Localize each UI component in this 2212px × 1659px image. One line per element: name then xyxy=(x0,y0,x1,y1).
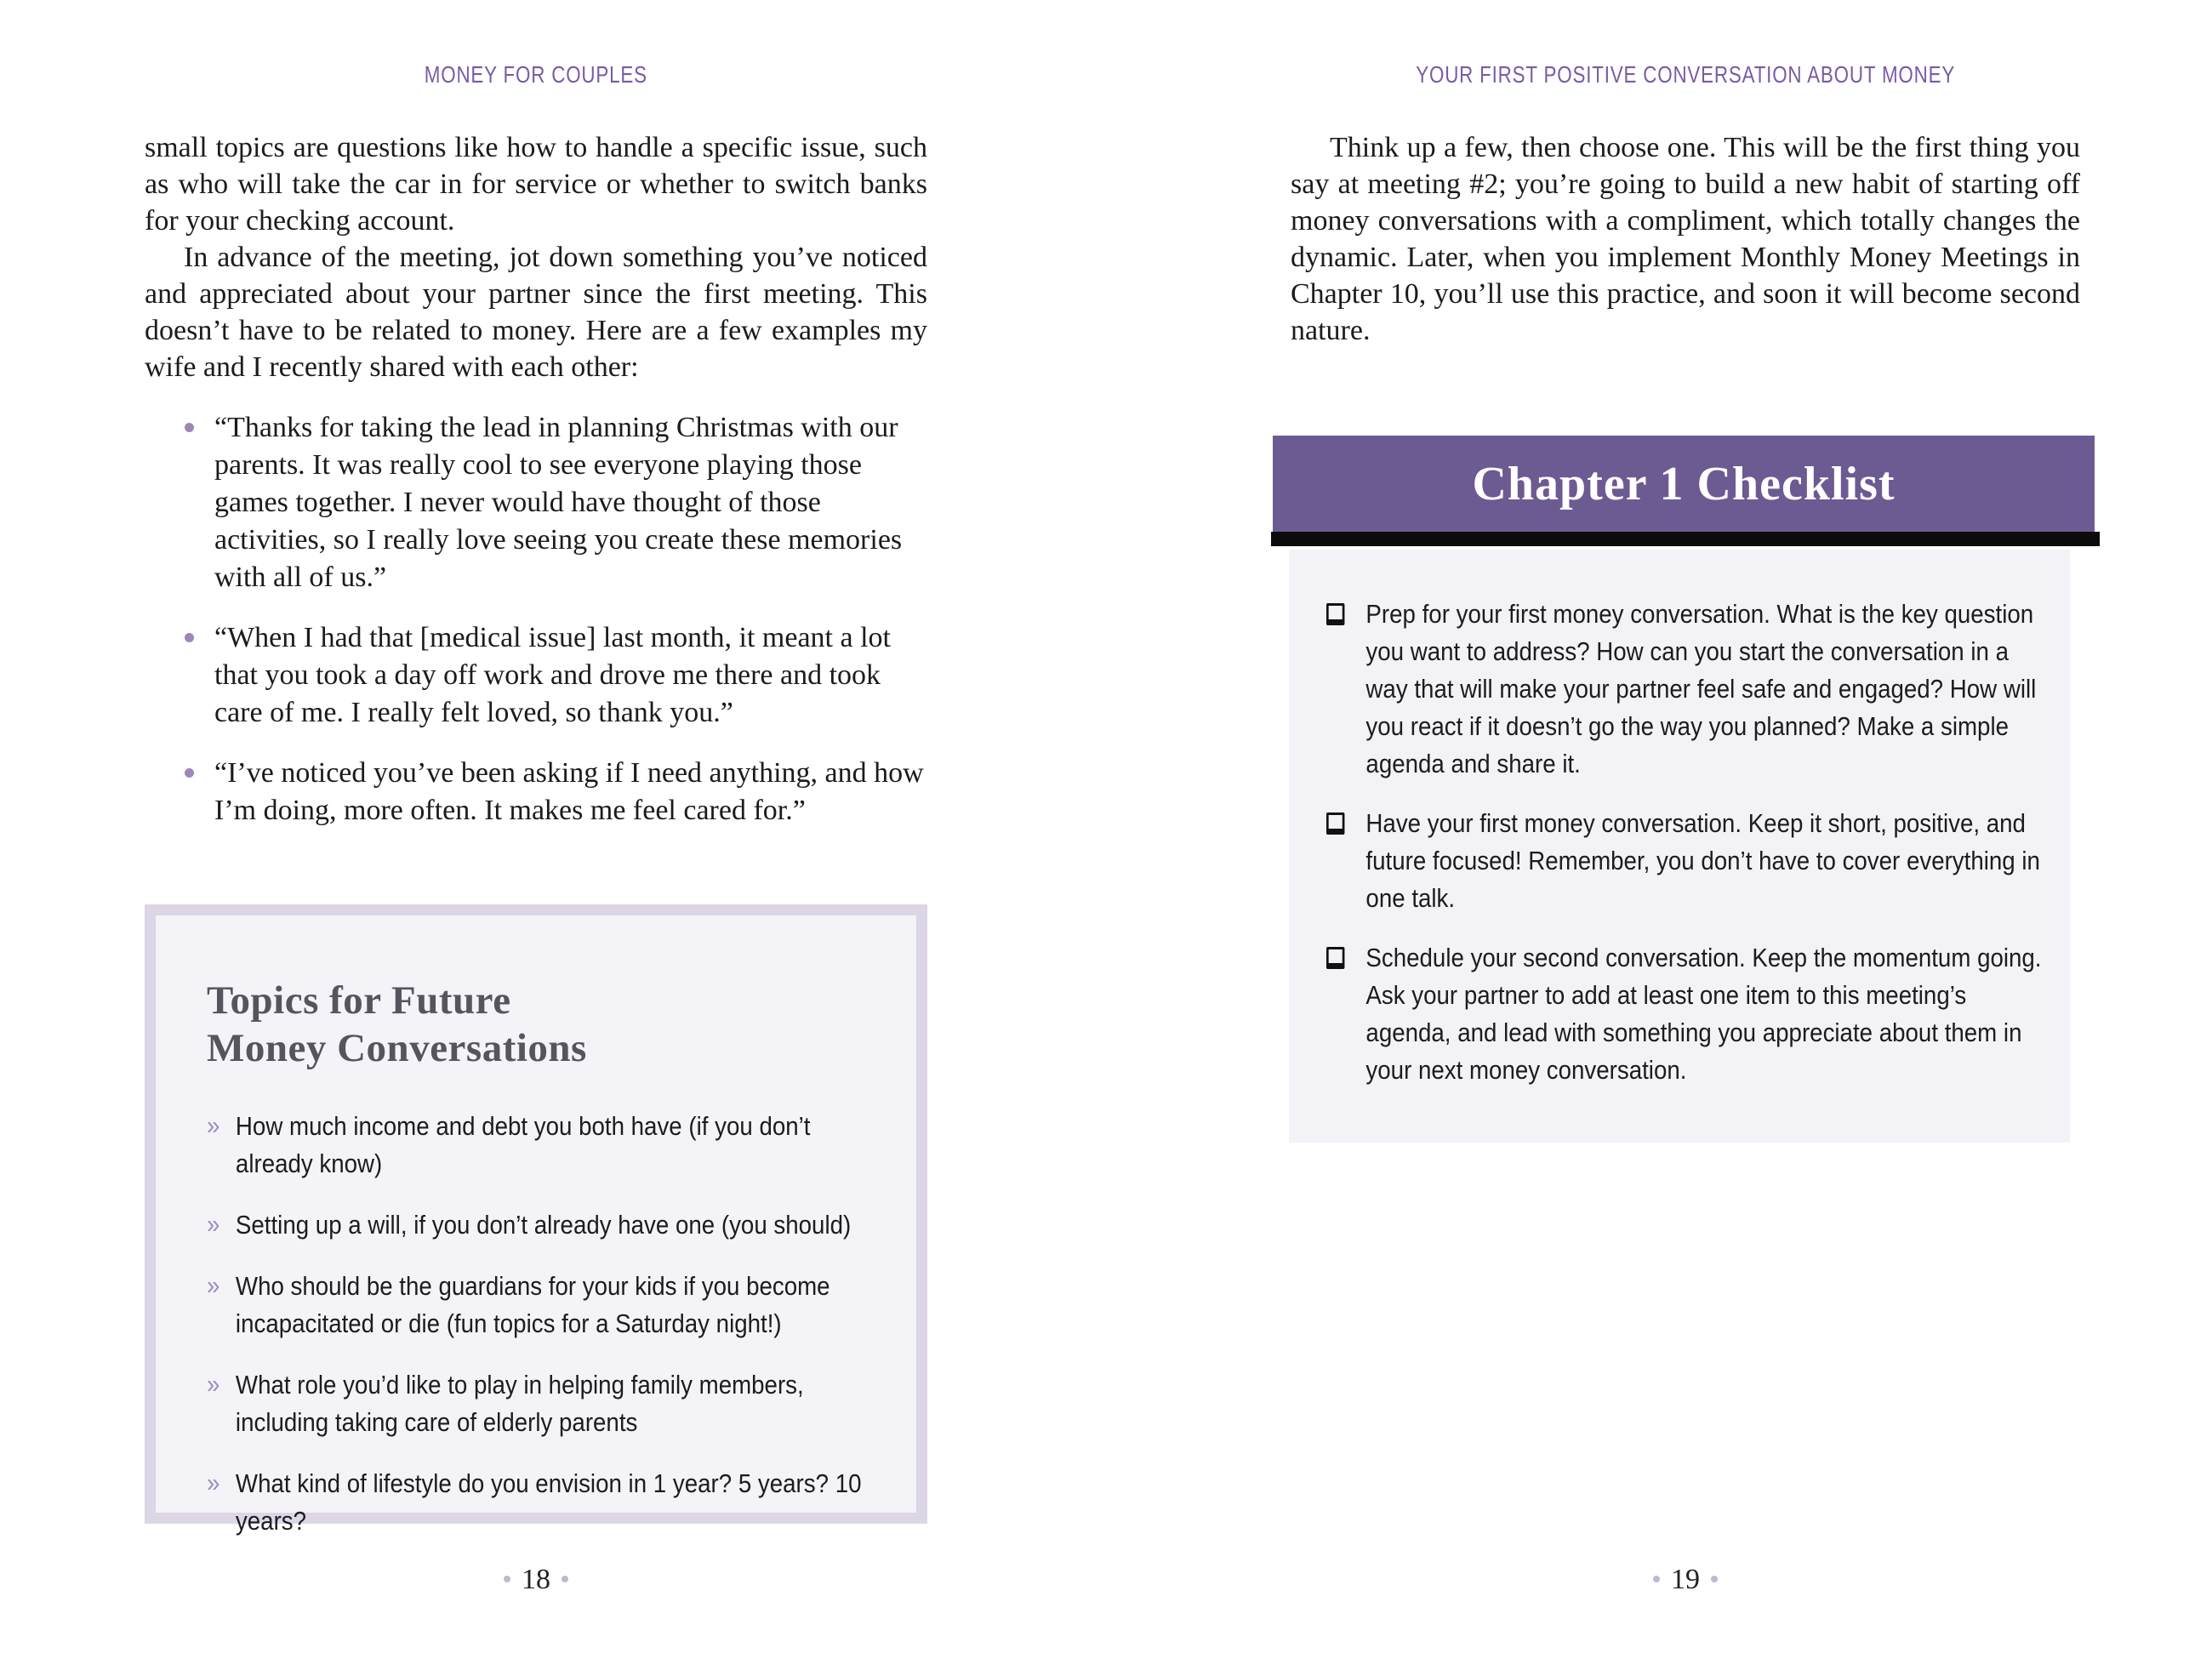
topics-for-future-box xyxy=(145,904,927,1536)
paragraph: Think up a few, then choose one. This will be the first thing you say at meeting #2; you’re going to build a new habit of starting off money conversations with a compliment, which totally changes the dynamic. Later, when you implement Monthly Money Meetings in Chapter 10, you’ll use this practice, and soon it will become second nature. xyxy=(1291,132,2080,346)
topics-box-title-line1: Topics for Future xyxy=(207,978,511,1023)
checklist-text: Prep for your first money conversation. What is the key question you want to address? How can you start the conversation in a way that will make your partner feel safe and engaged? How will you react if it doesn’t go the way you planned? Make a simple agenda and share it. xyxy=(1365,599,2037,778)
running-head-left xyxy=(145,61,927,88)
appreciation-bullet-list xyxy=(145,409,927,830)
banner-background xyxy=(1273,436,2095,532)
bullet-icon xyxy=(185,633,194,642)
checklist-text: Have your first money conversation. Keep it short, positive, and future focused! Remember, you don’t have to cover everything in one talk. xyxy=(1365,808,2040,913)
topics-list xyxy=(207,1108,882,1540)
page-number-text: 18 xyxy=(522,1564,550,1595)
checkbox-icon xyxy=(1326,812,1344,835)
paragraph: small topics are questions like how to handle a specific issue, such as who will take the car in for service or whether to switch banks for your checking account. xyxy=(145,132,927,237)
list-item xyxy=(207,1366,882,1441)
bullet-text: “Thanks for taking the lead in planning Christmas with our parents. It was really cool to see everyone playing those games together. I never would have thought of those activities, so I really love seeing you create these memories with all of us.” xyxy=(214,412,903,593)
page-number-dot-icon xyxy=(1653,1576,1660,1582)
banner-shadow-bar xyxy=(1271,532,2100,546)
chevron-right-icon: » xyxy=(207,1209,220,1239)
running-head-right xyxy=(1291,61,2080,88)
page-number-dot-icon xyxy=(562,1576,568,1582)
chapter-checklist-banner xyxy=(1273,436,2095,546)
topic-text: What kind of lifestyle do you envision in 1 year? 5 years? 10 years? xyxy=(235,1468,862,1536)
chevron-right-icon: » xyxy=(207,1369,220,1399)
list-item xyxy=(207,1465,882,1540)
list-item xyxy=(145,755,927,830)
checklist-box xyxy=(1289,550,2070,1143)
page-number-dot-icon xyxy=(1711,1576,1718,1582)
bullet-icon xyxy=(185,768,194,778)
bullet-text: “I’ve noticed you’ve been asking if I need anything, and how I’m doing, more often. It makes me feel cared for.” xyxy=(214,757,924,826)
topic-text: What role you’d like to play in helping family members, including taking care of elderly parents xyxy=(235,1370,804,1437)
list-item xyxy=(207,1206,882,1244)
bullet-text: “When I had that [medical issue] last month, it meant a lot that you took a day off work and drove me there and took care of me. I really felt loved, so thank you.” xyxy=(214,622,891,728)
checklist-text: Schedule your second conversation. Keep the momentum going. Ask your partner to add at least one item to this meeting’s agenda, and lead with something you appreciate about them in your next money conversation. xyxy=(1365,943,2042,1085)
list-item xyxy=(1326,805,2044,917)
topic-text: Who should be the guardians for your kids if you become incapacitated or die (fun topics for a Saturday night!) xyxy=(235,1271,830,1338)
list-item xyxy=(1326,596,2044,783)
chevron-right-icon: » xyxy=(207,1110,220,1140)
checklist xyxy=(1326,596,2044,1089)
topic-text: Setting up a will, if you don’t already have one (you should) xyxy=(235,1210,852,1240)
list-item xyxy=(145,619,927,732)
list-item xyxy=(207,1268,882,1343)
checkbox-icon xyxy=(1326,947,1344,969)
list-item xyxy=(207,1108,882,1183)
topic-text: How much income and debt you both have (if you don’t already know) xyxy=(235,1111,811,1178)
page-number-right xyxy=(1291,1564,2080,1596)
bullet-icon xyxy=(185,423,194,432)
chevron-right-icon: » xyxy=(207,1468,220,1497)
page-number-left xyxy=(145,1564,927,1596)
running-head-left-text: MONEY FOR COUPLES xyxy=(424,61,648,88)
list-item xyxy=(145,409,927,596)
page-number-dot-icon xyxy=(504,1576,510,1582)
checkbox-icon xyxy=(1326,603,1344,625)
paragraph: In advance of the meeting, jot down something you’ve noticed and appreciated about your partner since the first meeting. This doesn’t have to be related to money. Here are a few examples my wife and I recently shared with each other: xyxy=(145,242,927,383)
running-head-right-text: YOUR FIRST POSITIVE CONVERSATION ABOUT MONEY xyxy=(1416,61,1955,88)
chevron-right-icon: » xyxy=(207,1270,220,1300)
topics-box-title xyxy=(207,977,882,1072)
topics-box-title-line2: Money Conversations xyxy=(207,1026,587,1070)
list-item xyxy=(1326,939,2044,1089)
left-page-body xyxy=(145,129,927,852)
right-page-body xyxy=(1291,129,2080,349)
page-number-text: 19 xyxy=(1671,1564,1700,1595)
banner-title: Chapter 1 Checklist xyxy=(1472,457,1896,510)
